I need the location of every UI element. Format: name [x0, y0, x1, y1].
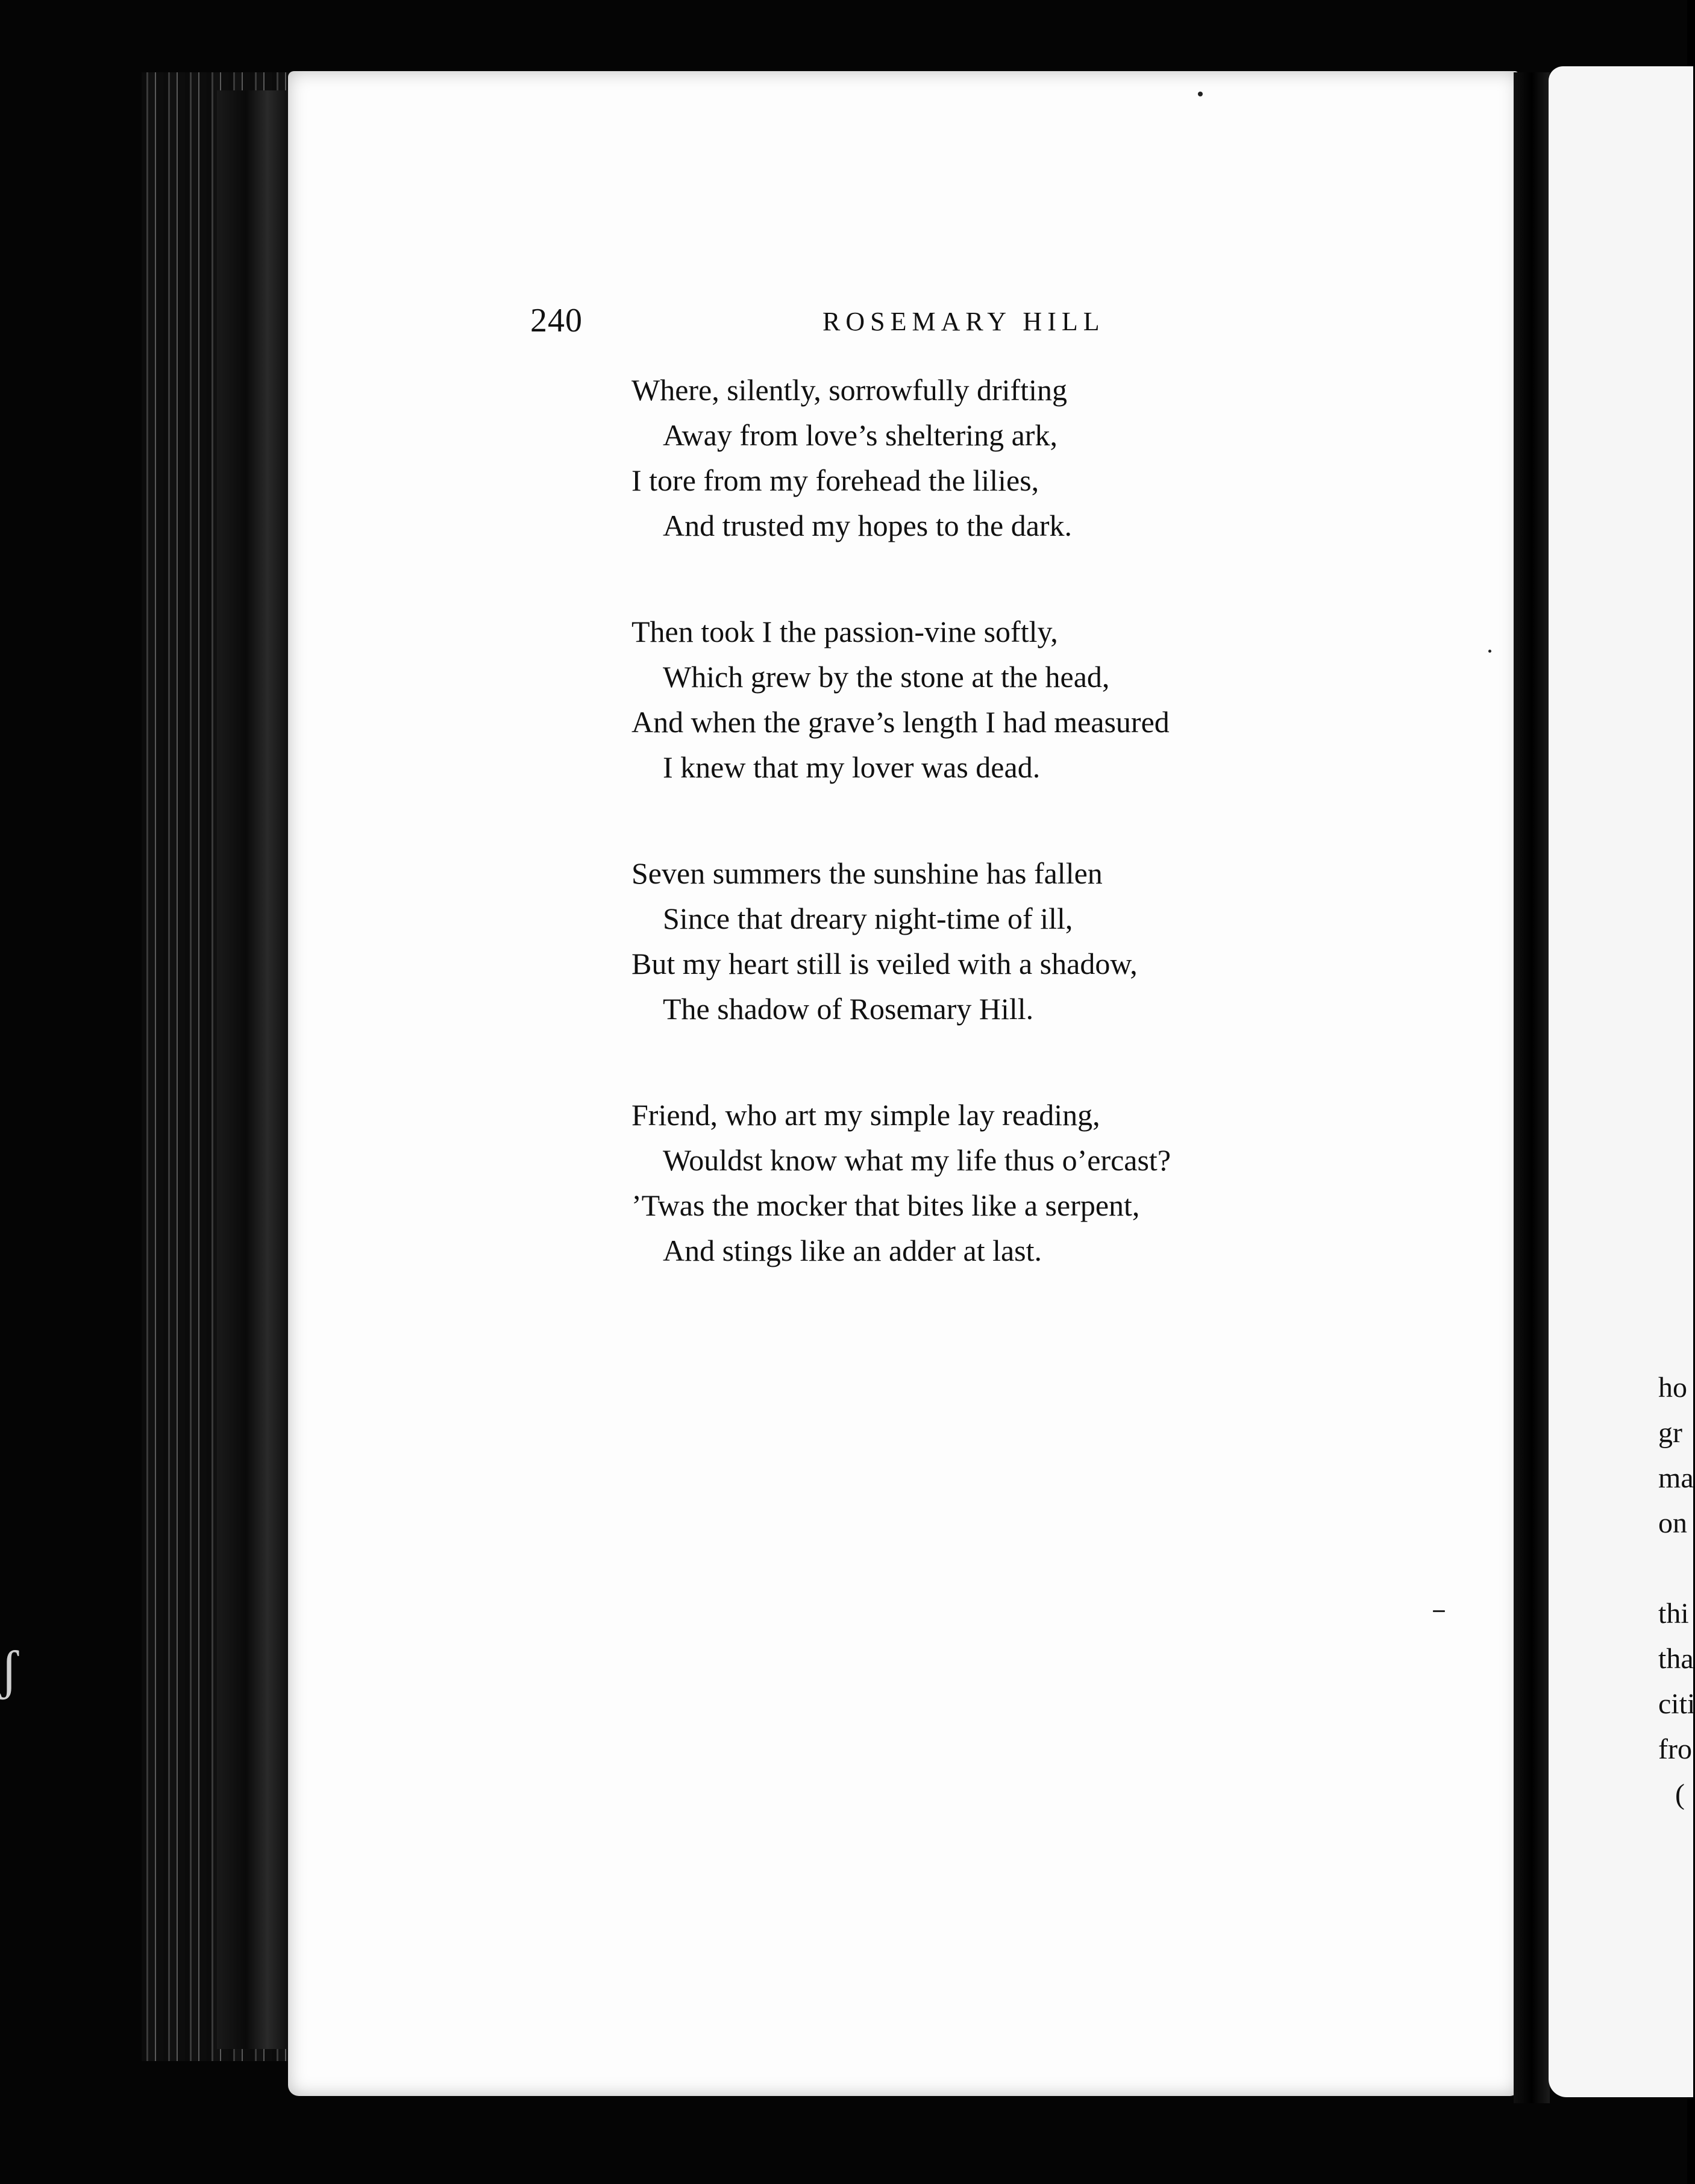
facing-page-fragment: tha: [1658, 1643, 1694, 1675]
edge-mark: ʃ: [0, 1640, 18, 1700]
facing-page-fragment: ho: [1658, 1372, 1687, 1404]
poem-line: Since that dreary night-time of ill,: [663, 902, 1073, 935]
poem-line: Friend, who art my simple lay reading,: [631, 1098, 1100, 1132]
facing-page-fragment: gr: [1658, 1417, 1682, 1449]
poem: [631, 368, 1355, 1334]
poem-line: I knew that my lover was dead.: [663, 750, 1041, 784]
facing-page-fragment: on: [1658, 1507, 1687, 1539]
poem-line: And when the grave’s length I had measured: [631, 705, 1170, 739]
facing-page-fragment: fro: [1658, 1733, 1692, 1765]
poem-line: And stings like an adder at last.: [663, 1234, 1042, 1267]
book-gutter: [1514, 72, 1550, 2103]
poem-line: And trusted my hopes to the dark.: [663, 509, 1073, 542]
poem-line: Where, silently, sorrowfully drifting: [631, 373, 1067, 407]
poem-line: Seven summers the sunshine has fallen: [631, 856, 1103, 890]
facing-page-fragment: thi: [1658, 1598, 1689, 1630]
book-edge-shadow: [217, 90, 289, 2049]
poem-line: The shadow of Rosemary Hill.: [663, 992, 1034, 1026]
facing-page: [1549, 66, 1693, 2097]
page-number: 240: [530, 302, 583, 339]
poem-line: Wouldst know what my life thus o’ercast?: [663, 1143, 1171, 1177]
facing-page-fragment: citi: [1658, 1688, 1695, 1720]
stanza: [631, 609, 1355, 790]
poem-line: Which grew by the stone at the head,: [663, 660, 1110, 694]
running-title: ROSEMARY HILL: [822, 307, 1105, 336]
facing-page-fragment: ma: [1658, 1462, 1694, 1494]
poem-line: I tore from my forehead the lilies,: [631, 463, 1039, 497]
speck: [1198, 92, 1203, 96]
poem-line: Then took I the passion-vine softly,: [631, 615, 1058, 648]
stanza: [631, 368, 1355, 548]
facing-page-fragment: (: [1675, 1778, 1685, 1810]
poem-line: But my heart still is veiled with a shadow,: [631, 947, 1138, 981]
poem-line: Away from love’s sheltering ark,: [663, 418, 1057, 452]
speck: [1488, 650, 1491, 653]
speck: [1433, 1610, 1445, 1612]
poem-line: ’Twas the mocker that bites like a serpent,: [631, 1188, 1140, 1222]
stanza: [631, 1093, 1355, 1273]
stanza: [631, 851, 1355, 1032]
